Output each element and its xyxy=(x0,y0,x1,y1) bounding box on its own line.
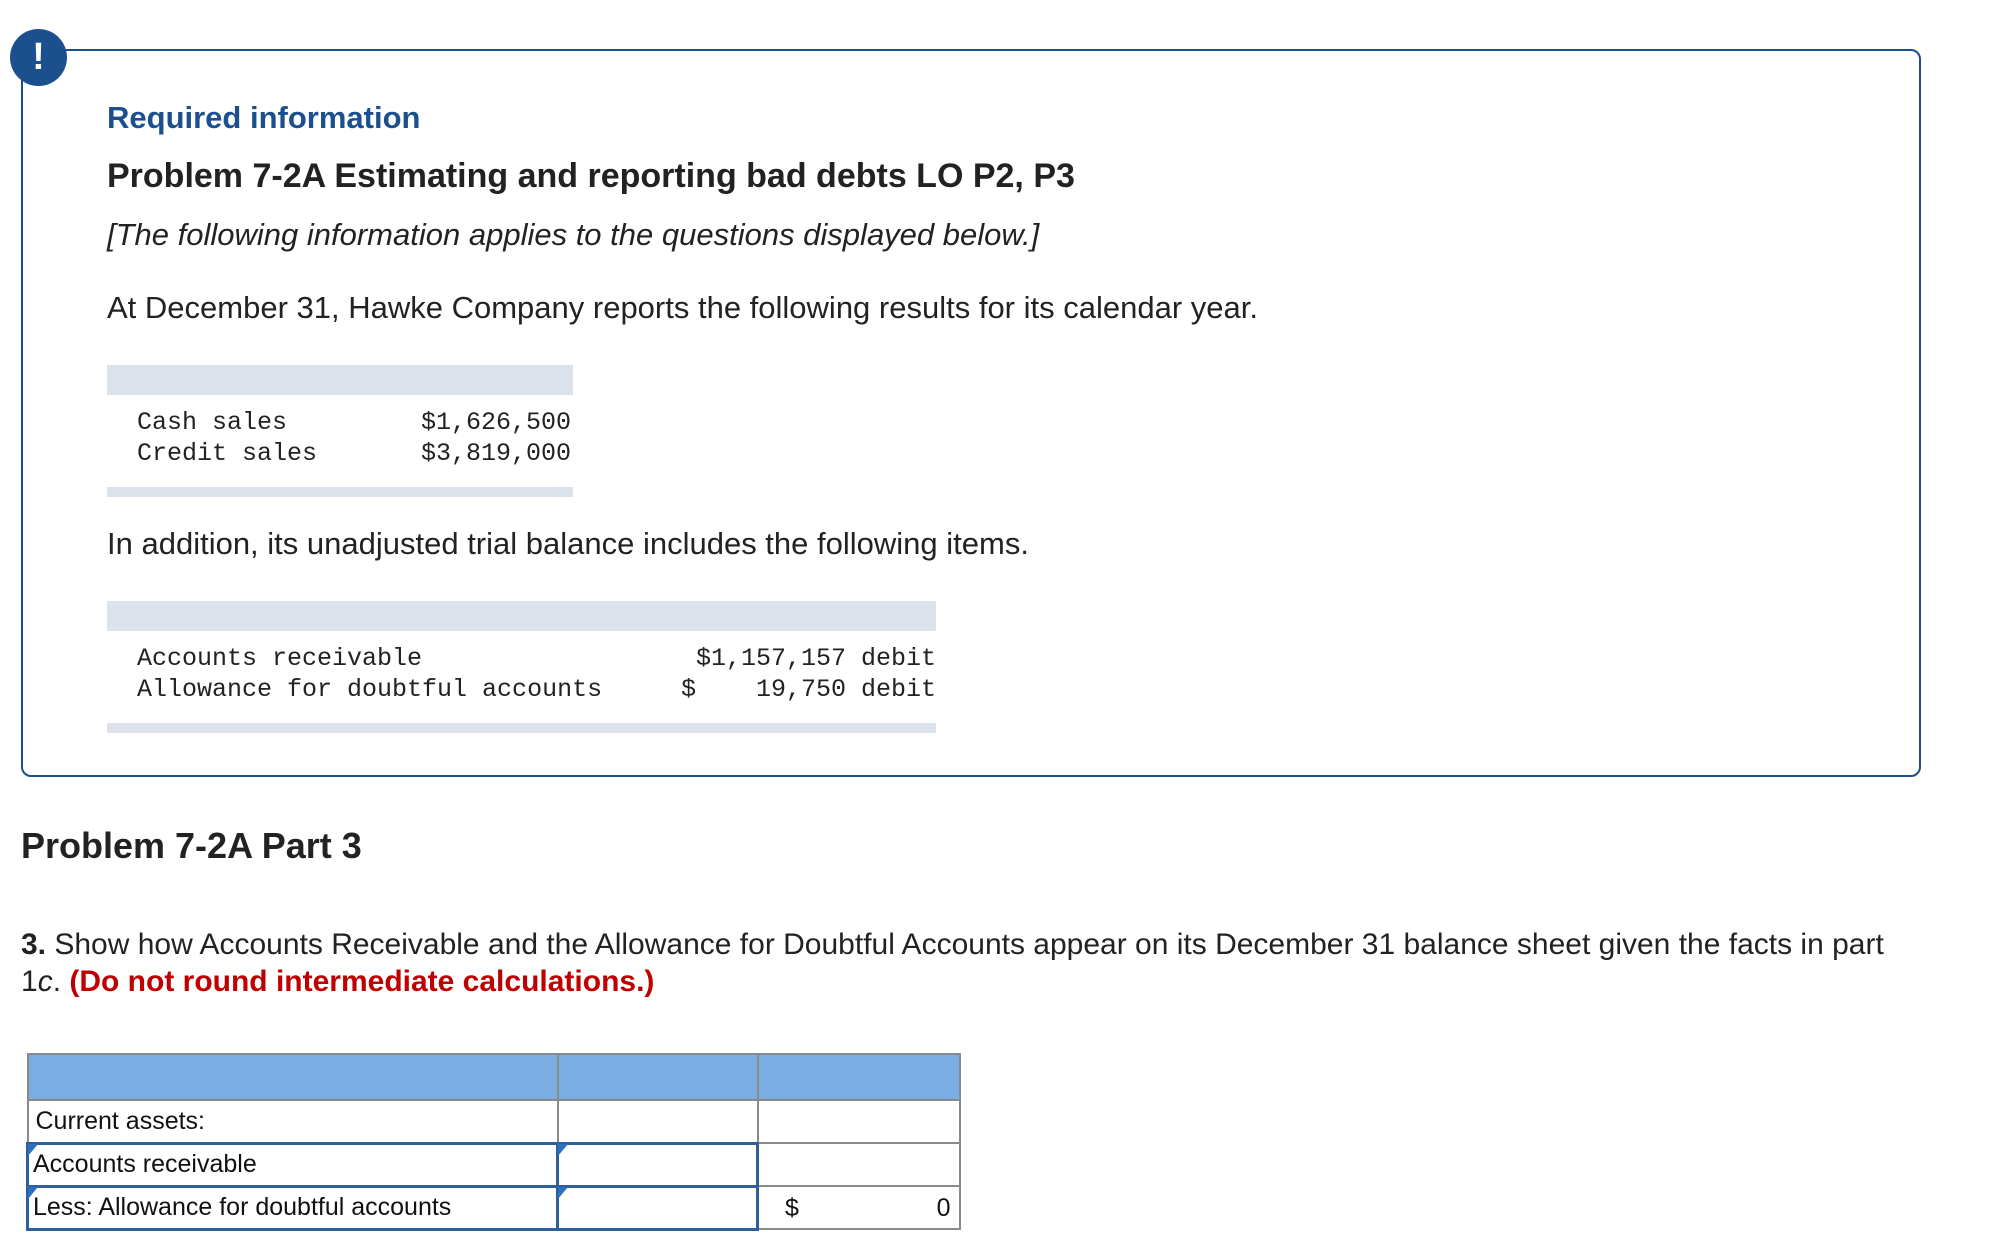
allowance-label-input[interactable] xyxy=(29,1188,556,1228)
allowance-amount-input[interactable] xyxy=(559,1188,756,1228)
required-info-heading: Required information xyxy=(107,100,421,135)
row-label: Cash sales xyxy=(137,408,288,437)
table-header-band xyxy=(107,601,936,631)
header-cell xyxy=(558,1054,758,1100)
alert-icon: ! xyxy=(10,29,67,86)
accounts-receivable-amount-cell[interactable] xyxy=(558,1143,758,1186)
empty-cell xyxy=(558,1100,758,1143)
allowance-amount-cell[interactable] xyxy=(558,1186,758,1229)
part-title: Problem 7-2A Part 3 xyxy=(21,825,362,866)
dropdown-flag-icon xyxy=(558,1144,568,1156)
header-cell xyxy=(758,1054,960,1100)
row-value: $3,819,000 xyxy=(420,439,571,468)
table-footer-band xyxy=(107,723,936,733)
net-total-cell xyxy=(758,1186,960,1229)
accounts-receivable-label-input[interactable] xyxy=(29,1145,556,1185)
table-header-band xyxy=(107,365,573,395)
dropdown-flag-icon xyxy=(28,1187,38,1199)
row-value: $1,157,157 debit xyxy=(695,644,936,673)
question-number: 3. xyxy=(21,928,47,961)
table-row xyxy=(107,643,936,674)
table-row xyxy=(107,674,936,705)
problem-title: Problem 7-2A Estimating and reporting bad debts LO P2, P3 xyxy=(107,157,1075,195)
table-row xyxy=(107,407,573,438)
allowance-label-cell[interactable] xyxy=(28,1186,558,1229)
dropdown-flag-icon xyxy=(558,1187,568,1199)
table-header-row xyxy=(28,1054,960,1100)
row-label: Credit sales xyxy=(137,439,318,468)
row-value: $ 19,750 debit xyxy=(680,675,936,704)
dropdown-flag-icon xyxy=(28,1144,38,1156)
question-part-letter: c xyxy=(37,965,53,998)
trial-balance-table xyxy=(107,601,936,733)
question-punctuation: . xyxy=(52,965,70,998)
intro-text: At December 31, Hawke Company reports the following results for its calendar year. xyxy=(107,290,1258,325)
addition-text: In addition, its unadjusted trial balance includes the following items. xyxy=(107,526,1029,561)
table-footer-band xyxy=(107,487,573,497)
question-body: Show how Accounts Receivable and the Allowance for Doubtful Accounts appear on its December 31 balance sheet given the facts in part 1 xyxy=(21,928,1884,998)
table-row xyxy=(28,1100,960,1143)
table-row xyxy=(28,1186,960,1229)
table-row xyxy=(28,1143,960,1186)
instruction-text: (Do not round intermediate calculations.) xyxy=(69,965,655,998)
table-row xyxy=(107,438,573,469)
header-cell xyxy=(28,1054,558,1100)
row-label: Accounts receivable xyxy=(137,644,423,673)
sales-table xyxy=(107,365,573,497)
net-total-value: 0 xyxy=(936,1194,951,1222)
question-text xyxy=(21,926,1921,1000)
dollar-sign: $ xyxy=(785,1194,799,1222)
empty-cell xyxy=(758,1143,960,1186)
balance-sheet-answer-table xyxy=(26,1053,961,1231)
applies-note: [The following information applies to the questions displayed below.] xyxy=(107,217,1040,252)
row-value: $1,626,500 xyxy=(420,408,571,437)
current-assets-label: Current assets: xyxy=(28,1100,558,1143)
accounts-receivable-amount-input[interactable] xyxy=(559,1145,756,1185)
accounts-receivable-label-cell[interactable] xyxy=(28,1143,558,1186)
empty-cell xyxy=(758,1100,960,1143)
row-label: Allowance for doubtful accounts xyxy=(137,675,603,704)
